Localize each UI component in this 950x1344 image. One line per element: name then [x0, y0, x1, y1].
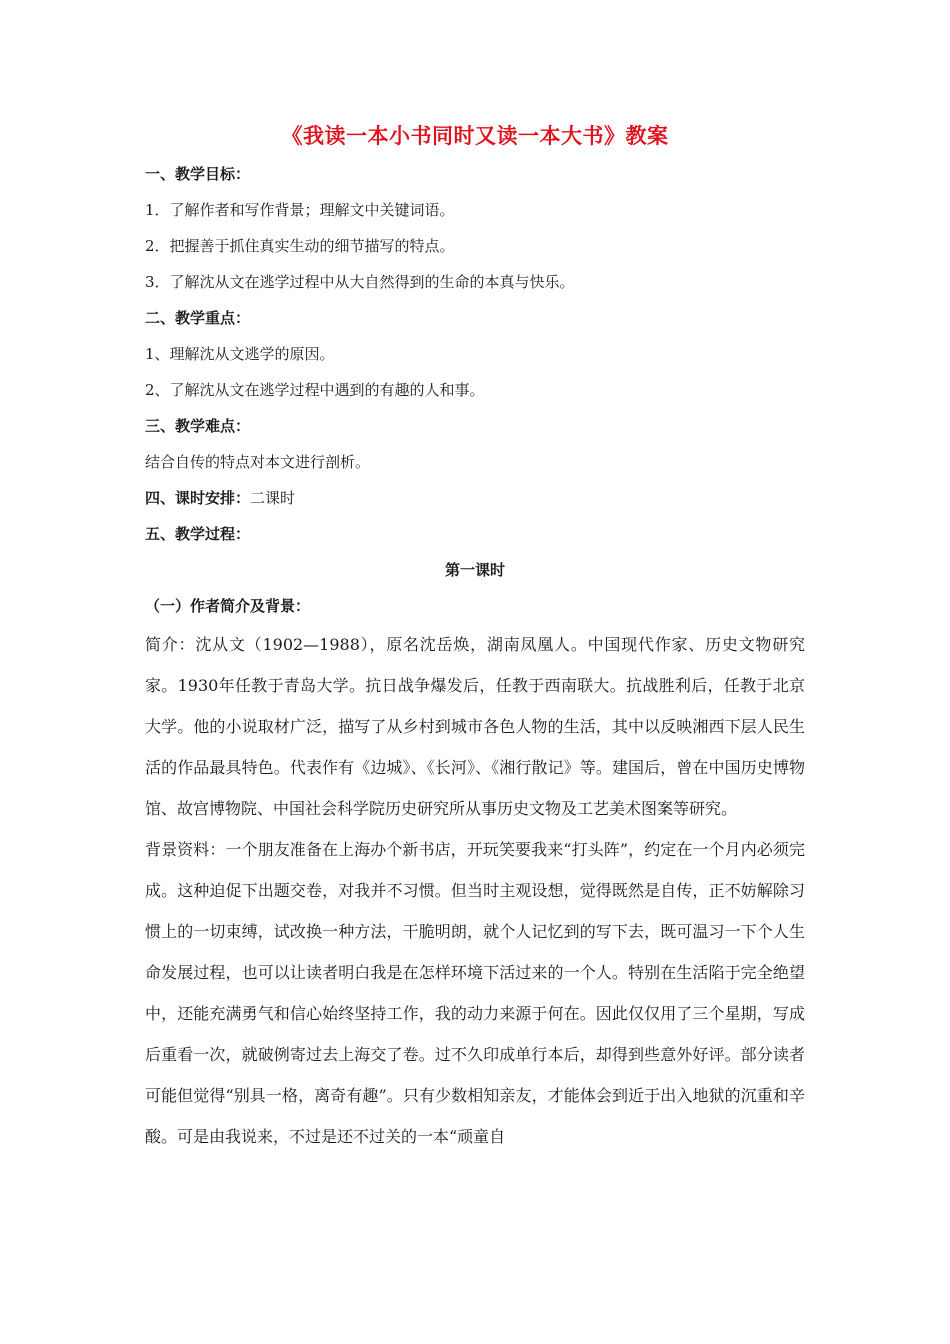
section-heading-difficulties: 三、教学难点：: [145, 417, 251, 435]
section-heading-process: 五、教学过程：: [145, 525, 251, 543]
section-heading-schedule: 四、课时安排：: [145, 489, 251, 507]
difficulty-text: 结合自传的特点对本文进行剖析。: [145, 453, 371, 471]
schedule-line: [145, 480, 805, 516]
lesson-title: 第一课时: [444, 561, 505, 579]
subsection-heading-author: （一）作者简介及背景：: [145, 597, 311, 615]
objective-item: 1．了解作者和写作背景；理解文中关键词语。: [145, 201, 455, 219]
document-title: 《我读一本小书同时又读一本大书》教案: [281, 123, 669, 148]
document-page: [145, 118, 805, 1157]
background-paragraph: 背景资料：一个朋友准备在上海办个新书店，开玩笑要我来“打头阵”，约定在一个月内必须完成。这种迫促下出题交卷，对我并不习惯。但当时主观设想，觉得既然是自传，正不妨解除习惯上的一切束缚，试改换一种方法，干脆明朗，就个人记忆到的写下去，既可温习一下个人生命发展过程，也可以让读者明白我是在怎样环境下活过来的一个人。特别在生活陷于完全绝望中，还能充满勇气和信心始终坚持工作，我的动力来源于何在。因此仅仅用了三个星期，写成后重看一次，就破例寄过去上海交了卷。过不久印成单行本后，却得到些意外好评。部分读者可能但觉得“别具一格，离奇有趣”。只有少数相知亲友，才能体会到近于出入地狱的沉重和辛酸。可是由我说来，不过是还不过关的一本“顽童自: [145, 840, 805, 1146]
section-heading-objectives: 一、教学目标：: [145, 165, 251, 183]
key-point-item: 1、理解沈从文逃学的原因。: [145, 345, 335, 363]
schedule-text: 二课时: [250, 489, 296, 507]
objective-item: 2．把握善于抓住真实生动的细节描写的特点。: [145, 237, 455, 255]
key-point-item: 2、了解沈从文在逃学过程中遇到的有趣的人和事。: [145, 381, 485, 399]
author-intro-paragraph: 简介：沈从文（1902—1988），原名沈岳焕，湖南凤凰人。中国现代作家、历史文物研究家。1930年任教于青岛大学。抗日战争爆发后，任教于西南联大。抗战胜利后，任教于北京大学。他的小说取材广泛，描写了从乡村到城市各色人物的生活，其中以反映湘西下层人民生活的作品最具特色。代表作有《边城》、《长河》、《湘行散记》等。建国后，曾在中国历史博物馆、故宫博物院、中国社会科学院历史研究所从事历史文物及工艺美术图案等研究。: [145, 635, 805, 818]
objective-item: 3．了解沈从文在逃学过程中从大自然得到的生命的本真与快乐。: [145, 273, 575, 291]
section-heading-key-points: 二、教学重点：: [145, 309, 251, 327]
